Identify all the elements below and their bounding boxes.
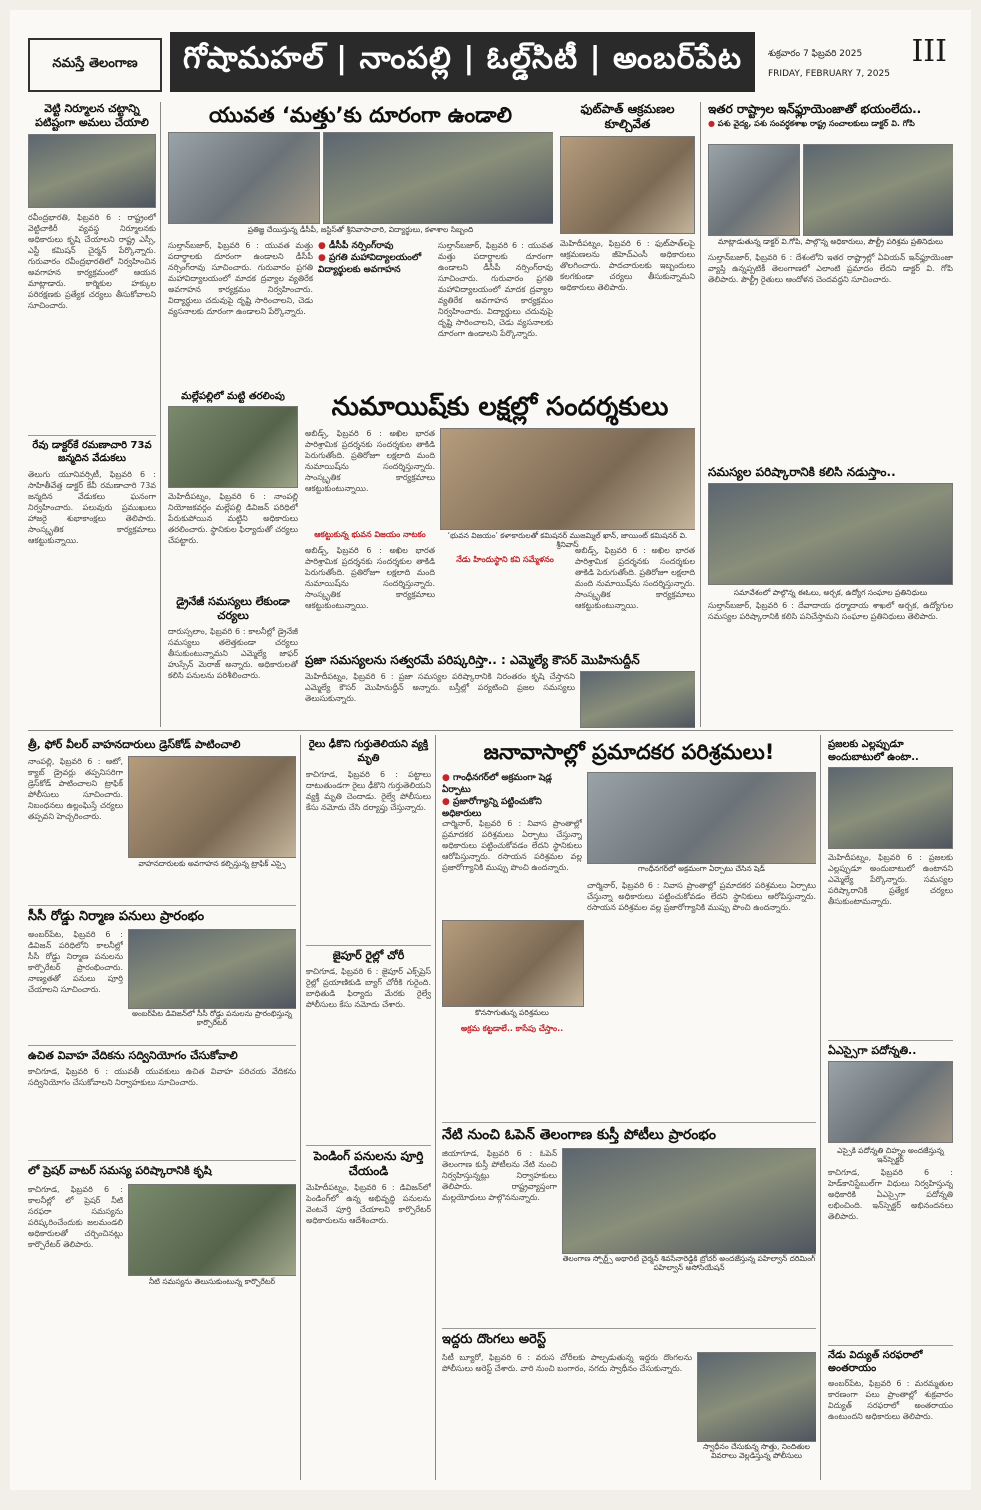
story-body: మెహిదీపట్నం, ఫిబ్రవరి 6 : నాంపల్లి నియోజకవర్గం మల్లేపల్లి డివిజన్ పరిధిలో పేరుకుపోయిన మట్టిని అధికారులు తరలించారు. స్థానికుల ఫిర్యాదుతో చర్యలు చేపట్టారు. xyxy=(168,492,298,545)
story-ramanachari xyxy=(28,435,156,725)
photo-industry xyxy=(442,920,584,1007)
photo-dcp xyxy=(168,132,320,224)
photo xyxy=(128,1184,296,1276)
story-body: నాంపల్లి, ఫిబ్రవరి 6 : ఆటో, క్యాబ్ డ్రైవర్లు తప్పనిసరిగా డ్రెస్‌కోడ్ పాటించాలని ట్రాఫిక్ పోలీసులు సూచించారు. నిబంధనలు ఉల్లంఘిస్తే చర్యలు తప్పవని హెచ్చరించారు. xyxy=(28,757,123,821)
story-footpath xyxy=(560,102,695,387)
subheads xyxy=(318,240,433,276)
section-title: గోషామహల్ | నాంపల్లి | ఓల్డ్‌సిటీ | అంబర్‌పేట xyxy=(170,32,755,92)
photo-caption: ‘భువన విజయం’ కళాకారులతో కమిషనర్ ముజమ్మిల్ ఖాన్, జాయింట్ కమిషనర్ వి. శ్రీనివాస్ xyxy=(447,531,688,549)
story-body: రవీంద్రభారతి, ఫిబ్రవరి 6 : రాష్ట్రంలో వెట్టిచాకిరీ వ్యవస్థ నిర్మూలనకు అధికారులు కృషి చేయాలని రాష్ట్ర ఎస్సీ, ఎస్టీ కమిషన్ చైర్మన్ పేర్కొన్నారు. గురువారం రవీంద్రభారతిలో నిర్వహించిన అవగాహన కార్యక్రమంలో ఆయన మాట్లాడారు. కార్మికుల హక్కుల పరిరక్షణకు ప్రత్యేక చర్యలు తీసుకోవాలని సూచించారు. xyxy=(28,213,156,310)
photo xyxy=(128,756,296,858)
headline: సీసీ రోడ్డు నిర్మాణ పనులు ప్రారంభం xyxy=(28,905,296,925)
photo-caption: అంబర్‌పేట డివిజన్‌లో సీసీ రోడ్డు పనులను ప్రారంభిస్తున్న కార్పొరేటర్ xyxy=(132,1009,292,1027)
story-mallepalli xyxy=(168,390,298,590)
headline: ఉచిత వివాహ వేదికను సద్వినియోగం చేసుకోవాలి xyxy=(28,1045,296,1063)
headline: సమస్యల పరిష్కారానికి కలిసి నడుస్తాం.. xyxy=(708,465,896,479)
subhead-1: ● డీసీపీ నర్సింగ్‌రావు xyxy=(318,240,433,252)
photo xyxy=(580,671,695,728)
date-english: FRIDAY, FEBRUARY 7, 2025 xyxy=(768,69,890,79)
headline: మల్లేపల్లిలో మట్టి తరలింపు xyxy=(181,391,285,402)
story-body: సుల్తాన్‌బజార్, ఫిబ్రవరి 6 : దేశంలోని ఇతర రాష్ట్రాల్లో ఏవియన్ ఇన్‌ఫ్లూయెంజా వ్యాప్తి ఉన్నప్పటికీ తెలంగాణలో ఎలాంటి ప్రమాదం లేదని డాక్టర్ వి. గోపి తెలిపారు. పౌల్ట్రీ రైతులు ఆందోళన చెందవద్దని సూచించారు. xyxy=(708,253,953,284)
story-body-2: సుల్తాన్‌బజార్, ఫిబ్రవరి 6 : యువత మత్తు పదార్థాలకు దూరంగా ఉండాలని డీసీపీ నర్సింగ్‌రావు సూచించారు. గురువారం ప్రగతి మహావిద్యాలయంలో మాదక ద్రవ్యాల వ్యతిరేక అవగాహన కార్యక్రమం నిర్వహించారు. విద్యార్థులు చదువుపై దృష్టి సారించాలని, చెడు వ్యసనాలకు దూరంగా ఉండాలని పేర్కొన్నారు. xyxy=(438,241,553,338)
photo-doctor xyxy=(708,144,800,236)
story-ccroad xyxy=(28,905,296,1040)
story-body: మెహిదీపట్నం, ఫిబ్రవరి 6 : ఫుట్‌పాత్‌లపై ఆక్రమణలను జీహెచ్‌ఎంసీ అధికారులు తొలగించారు. పాదచారులకు ఇబ్బందులు కలగకుండా చర్యలు తీసుకున్నామని అధికారులు తెలిపారు. xyxy=(560,239,695,292)
subhead-box: అక్రమ కట్టడాలే.. కాసేపు చేస్తాం.. xyxy=(460,1024,564,1033)
subhead-2: ● ప్రగతి మహావిద్యాలయంలో విద్యార్థులకు అవగాహన xyxy=(318,252,433,276)
headline: నేడు విద్యుత్ సరఫరాలో అంతరాయం xyxy=(828,1345,953,1375)
story-body: కాచిగూడ, ఫిబ్రవరి 6 : హెడ్‌కానిస్టేబుల్‌గా విధులు నిర్వహిస్తున్న అధికారికి ఏఎస్సైగా పదోన్నతి లభించింది. ఇన్‌స్పెక్టర్ అభినందనలు తెలిపారు. xyxy=(828,1168,953,1221)
photo xyxy=(697,1352,816,1442)
story-kusti xyxy=(442,1122,816,1322)
story-vetti xyxy=(28,102,156,432)
subheads xyxy=(442,772,582,820)
headline: ప్రజలకు ఎల్లప్పుడూ అందుబాటులో ఉంటా.. xyxy=(828,739,919,763)
story-thieves xyxy=(442,1328,816,1480)
story-body: అంబర్‌పేట, ఫిబ్రవరి 6 : మరమ్మతుల కారణంగా పలు ప్రాంతాల్లో శుక్రవారం విద్యుత్ సరఫరాలో అంతరాయం ఉంటుందని అధికారులు తెలిపారు. xyxy=(828,1379,953,1421)
headline: పెండింగ్ పనులను పూర్తి చేయండి xyxy=(306,1145,431,1179)
story-numaish xyxy=(305,390,695,650)
photo xyxy=(708,483,953,585)
subhead-bhuvana: ఆకట్టుకున్న భువన విజయం నాటకం xyxy=(314,530,426,539)
story-body: మెహిదీపట్నం, ఫిబ్రవరి 6 : ప్రజలకు ఎల్లప్పుడూ అందుబాటులో ఉంటానని ఎమ్మెల్యే పేర్కొన్నారు. సమస్యల పరిష్కారానికి ప్రత్యేక చర్యలు తీసుకుంటామన్నారు. xyxy=(828,853,953,906)
story-body-2: అబిడ్స్, ఫిబ్రవరి 6 : అఖిల భారత పారిశ్రామిక ప్రదర్శనకు సందర్శకుల తాకిడి పెరుగుతోంది. ప్రతిరోజూ లక్షలాది మంది నుమాయిష్‌ను సందర్శిస్తున్నారు. సాంస్కృతిక కార్యక్రమాలు ఆకట్టుకుంటున్నాయి. xyxy=(305,546,435,610)
date-telugu: శుక్రవారం 7 ఫిబ్రవరి 2025 xyxy=(768,49,863,59)
photo-artists xyxy=(440,428,695,530)
subhead-2: ● ప్రజారోగ్యాన్ని పట్టించుకోని అధికారులు xyxy=(442,796,582,820)
headline: నుమాయిష్‌కు లక్షల్లో సందర్శకులు xyxy=(331,392,669,422)
story-influenza xyxy=(708,102,953,462)
date-info xyxy=(768,44,890,84)
headline: త్రీ, ఫోర్ వీలర్ వాహనదారులు డ్రెస్‌కోడ్ పాటించాలి xyxy=(28,738,241,751)
story-body: సిటీ బ్యూరో, ఫిబ్రవరి 6 : వరుస చోరీలకు పాల్పడుతున్న ఇద్దరు దొంగలను పోలీసులు అరెస్ట్ చేశారు. వారి నుంచి బంగారం, నగదు స్వాధీనం చేసుకున్నారు. xyxy=(442,1353,692,1373)
story-accessible xyxy=(828,738,953,1038)
story-dresscode xyxy=(28,738,296,898)
story-water xyxy=(28,1160,296,1480)
story-body: జియాగూడ, ఫిబ్రవరి 6 : ఓపెన్ తెలంగాణ కుస్తీ పోటీలను నేటి నుంచి నిర్వహిస్తున్నట్లు నిర్వాహకులు తెలిపారు. రాష్ట్రవ్యాప్తంగా మల్లయోధులు పాల్గొననున్నారు. xyxy=(442,1149,557,1202)
photo xyxy=(828,767,953,849)
story-body: కాచిగూడ, ఫిబ్రవరి 6 : పట్టాలు దాటుతుండగా రైలు ఢీకొని గుర్తుతెలియని వ్యక్తి మృతి చెందాడు. రైల్వే పోలీసులు కేసు నమోదు చేసి దర్యాప్తు చేస్తున్నారు. xyxy=(306,770,431,812)
photo-caption: తెలంగాణ స్పోర్ట్స్ అథారిటీ చైర్మన్ శివసేనారెడ్డికి బ్రోచర్ అందజేస్తున్న పహిల్వాన్ దరిమింగ్ పహిల్వాన్ అసోసియేషన్ xyxy=(562,1254,816,1272)
photo-caption-2: కొనసాగుతున్న పరిశ్రమలు xyxy=(475,1008,549,1017)
story-body: కాచిగూడ, ఫిబ్రవరి 6 : జైపూర్ ఎక్స్‌ప్రెస్ రైల్లో ప్రయాణికుడి బ్యాగ్ చోరీకి గురైంది. బాధితుడి ఫిర్యాదు మేరకు రైల్వే పోలీసులు కేసు నమోదు చేశారు. xyxy=(306,967,431,1009)
photo-students xyxy=(323,132,553,224)
subhead-1: ● గాంధీనగర్‌లో అక్రమంగా షెడ్ల ఏర్పాటు xyxy=(442,772,582,796)
story-pending xyxy=(306,1145,431,1480)
photo-caption: మాట్లాడుతున్న డాక్టర్ వి.గోపి, పాల్గొన్న అధికారులు, పౌల్ట్రీ పరిశ్రమ ప్రతినిధులు xyxy=(717,237,944,246)
photo-caption: స్వాధీనం చేసుకున్న సొత్తు, నిందితుల వివరాలు వెల్లడిస్తున్న పోలీసులు xyxy=(703,1442,810,1460)
story-body: మెహిదీపట్నం, ఫిబ్రవరి 6 : డివిజన్‌లో పెండింగ్‌లో ఉన్న అభివృద్ధి పనులను వెంటనే పూర్తి చేయాలని కార్పొరేటర్ అధికారులను ఆదేశించారు. xyxy=(306,1183,431,1225)
headline: లో ప్రెషర్ వాటర్ సమస్య పరిష్కారానికి కృషి xyxy=(28,1160,296,1178)
story-jaipur xyxy=(306,945,431,1140)
story-body: అబిడ్స్, ఫిబ్రవరి 6 : అఖిల భారత పారిశ్రామిక ప్రదర్శనకు సందర్శకుల తాకిడి పెరుగుతోంది. ప్రతిరోజూ లక్షలాది మంది నుమాయిష్‌ను సందర్శిస్తున్నారు. సాంస్కృతిక కార్యక్రమాలు ఆకట్టుకుంటున్నాయి. xyxy=(305,429,435,493)
photo-caption: సమావేశంలో పాల్గొన్న ఈఓలు, అర్చక, ఉద్యోగ సంఘాల ప్రతినిధులు xyxy=(733,588,928,597)
story-railway xyxy=(306,738,431,938)
photo-meeting xyxy=(803,144,953,236)
story-body-3: అబిడ్స్, ఫిబ్రవరి 6 : అఖిల భారత పారిశ్రామిక ప్రదర్శనకు సందర్శకుల తాకిడి పెరుగుతోంది. ప్రతిరోజూ లక్షలాది మంది నుమాయిష్‌ను సందర్శిస్తున్నారు. సాంస్కృతిక కార్యక్రమాలు ఆకట్టుకుంటున్నాయి. xyxy=(575,546,695,610)
story-body: కాచిగూడ, ఫిబ్రవరి 6 : యువతీ యువకులు ఉచిత వివాహ పరిచయ వేదికను సద్వినియోగం చేసుకోవాలని నిర్వాహకులు సూచించారు. xyxy=(28,1067,296,1087)
story-promotion xyxy=(828,1040,953,1340)
photo-caption: ఎస్సైకి పదోన్నతి చిహ్నం అందజేస్తున్న ఇన్‌స్పెక్టర్ xyxy=(837,1146,944,1164)
subhead: ● పశు వైద్య, పశు సంవర్ధకశాఖ రాష్ట్ర సంచాలకులు డాక్టర్ వి. గోపి xyxy=(708,119,953,130)
story-vivaham xyxy=(28,1045,296,1155)
story-praja xyxy=(305,653,695,728)
headline: నేటి నుంచి ఓపెన్ తెలంగాణ కుస్తీ పోటీలు ప్రారంభం xyxy=(442,1122,816,1144)
story-body: అంబర్‌పేట, ఫిబ్రవరి 6 : డివిజన్ పరిధిలోని కాలనీల్లో సీసీ రోడ్డు నిర్మాణ పనులను కార్పొరేటర్ ప్రారంభించారు. నాణ్యతతో పనులు పూర్తి చేయాలని సూచించారు. xyxy=(28,930,123,994)
headline: ప్రజా సమస్యలను సత్వరమే పరిష్కరిస్తా.. : ఎమ్మెల్యే కౌసర్ మొహినుద్దీన్ xyxy=(305,653,640,667)
photo-caption: వాహనదారులకు అవగాహన కల్పిస్తున్న ట్రాఫిక్ ఎస్సై xyxy=(138,859,286,868)
story-body: మెహిదీపట్నం, ఫిబ్రవరి 6 : ప్రజా సమస్యల పరిష్కారానికి నిరంతరం కృషి చేస్తానని ఎమ్మెల్యే కౌసర్ మొహినుద్దీన్ అన్నారు. బస్తీల్లో పర్యటించి ప్రజల సమస్యలు తెలుసుకున్నారు. xyxy=(305,672,575,703)
headline: రేవు డాక్టర్‌కే రమణాచారి 73వ జన్మదిన వేడుకలు xyxy=(28,435,156,465)
headline: జైపూర్ రైల్లో చోరీ xyxy=(306,945,431,963)
story-body-2: చార్మినార్, ఫిబ్రవరి 6 : నివాస ప్రాంతాల్లో ప్రమాదకర పరిశ్రమలు ఏర్పాటు చేస్తున్నా అధికారులు పట్టించుకోవడం లేదని స్థానికులు ఆరోపిస్తున్నారు. రసాయన పరిశ్రమల వల్ల ప్రజారోగ్యానికి ముప్పు పొంచి ఉందన్నారు. xyxy=(587,881,816,912)
story-body: చార్మినార్, ఫిబ్రవరి 6 : నివాస ప్రాంతాల్లో ప్రమాదకర పరిశ్రమలు ఏర్పాటు చేస్తున్నా అధికారులు పట్టించుకోవడం లేదని స్థానికులు ఆరోపిస్తున్నారు. రసాయన పరిశ్రమల వల్ల ప్రజారోగ్యానికి ముప్పు పొంచి ఉందన్నారు. xyxy=(442,819,582,872)
photo xyxy=(828,1061,953,1143)
photo xyxy=(560,136,695,234)
headline: ఫుట్‌పాత్ ఆక్రమణల కూల్చివేత xyxy=(580,102,675,131)
photo-caption: ప్రతిజ్ఞ చేయిస్తున్న డీసీపీ, జస్టిస్‌తో శ్రీనివాసాచారి, విద్యార్థులు, కళాశాల సిబ్బంది xyxy=(247,225,474,234)
story-yuvatha xyxy=(168,102,553,387)
story-janavasalu xyxy=(442,738,816,1118)
subhead-kavi: నేడు హిందుస్థాని కవి సమ్మేళనం xyxy=(456,555,554,564)
story-drainage xyxy=(168,595,298,725)
story-body: కాచిగూడ, ఫిబ్రవరి 6 : కాలనీల్లో లో ప్రెషర్ నీటి సరఫరా సమస్యను పరిష్కరించేందుకు జలమండలి అధికారులతో చర్చించినట్లు కార్పొరేటర్ తెలిపారు. xyxy=(28,1185,123,1249)
headline: డ్రైనేజీ సమస్యలు లేకుండా చర్యలు xyxy=(176,595,290,622)
story-body: సుల్తాన్‌బజార్, ఫిబ్రవరి 6 : యువత మత్తు పదార్థాలకు దూరంగా ఉండాలని డీసీపీ నర్సింగ్‌రావు సూచించారు. గురువారం ప్రగతి మహావిద్యాలయంలో మాదక ద్రవ్యాల వ్యతిరేక అవగాహన కార్యక్రమం నిర్వహించారు. విద్యార్థులు చదువుపై దృష్టి సారించాలని, చెడు వ్యసనాలకు దూరంగా ఉండాలని పేర్కొన్నారు. xyxy=(168,241,313,316)
story-body: తెలుగు యూనివర్సిటీ, ఫిబ్రవరి 6 : సాహితీవేత్త డాక్టర్ కేవీ రమణాచారి 73వ జన్మదిన వేడుకలు ఘనంగా నిర్వహించారు. పలువురు ప్రముఖులు హాజరై శుభాకాంక్షలు తెలిపారు. సాంస్కృతిక కార్యక్రమాలు ఆకట్టుకున్నాయి. xyxy=(28,470,156,545)
story-body: సుల్తాన్‌బజార్, ఫిబ్రవరి 6 : దేవాదాయ ధర్మాదాయ శాఖలో అర్చక, ఉద్యోగుల సమస్యల పరిష్కారానికి కలిసి పనిచేస్తామని సంఘాల ప్రతినిధులు తెలిపారు. xyxy=(708,601,953,621)
headline: రైలు ఢీకొని గుర్తుతెలియని వ్యక్తి మృతి xyxy=(308,739,429,764)
photo-shed xyxy=(587,772,816,864)
story-power xyxy=(828,1345,953,1480)
headline: యువత ‘మత్తు’కు దూరంగా ఉండాలి xyxy=(209,103,512,127)
masthead xyxy=(28,32,953,92)
photo-caption-1: గాంధీనగర్‌లో అక్రమంగా ఏర్పాటు చేసిన షెడ్ xyxy=(638,864,765,873)
headline: జనావాసాల్లో ప్రమాదకర పరిశ్రమలు! xyxy=(483,740,775,764)
headline: వెట్టి నిర్మూలన చట్టాన్ని పటిష్టంగా అమలు చేయాలి xyxy=(35,102,149,129)
brand-logo: నమస్తే తెలంగాణ xyxy=(28,38,162,92)
headline: ఇతర రాష్ట్రాల ఇన్‌ఫ్లూయెంజాతో భయంలేదు.. xyxy=(708,102,922,116)
story-samasyalu xyxy=(708,465,953,725)
headline: ఇద్దరు దొంగలు అరెస్ట్ xyxy=(442,1328,816,1348)
story-body: దారుస్సలాం, ఫిబ్రవరి 6 : కాలనీల్లో డ్రైనేజీ సమస్యలు తలెత్తకుండా చర్యలు తీసుకుంటున్నామని ఎమ్మెల్యే జాఫర్ హుస్సేన్ మెరాజ్ అన్నారు. అధికారులతో కలిసి పనులను పరిశీలించారు. xyxy=(168,627,298,680)
photo xyxy=(28,134,156,208)
headline: ఏఎస్సైగా పదోన్నతి.. xyxy=(828,1040,953,1058)
photo-caption: నీటి సమస్యను తెలుసుకుంటున్న కార్పొరేటర్ xyxy=(148,1277,276,1286)
photo xyxy=(168,406,298,488)
photo xyxy=(562,1148,816,1254)
newspaper-page xyxy=(10,10,971,1490)
photo xyxy=(128,929,296,1009)
page-number: III xyxy=(911,34,947,69)
